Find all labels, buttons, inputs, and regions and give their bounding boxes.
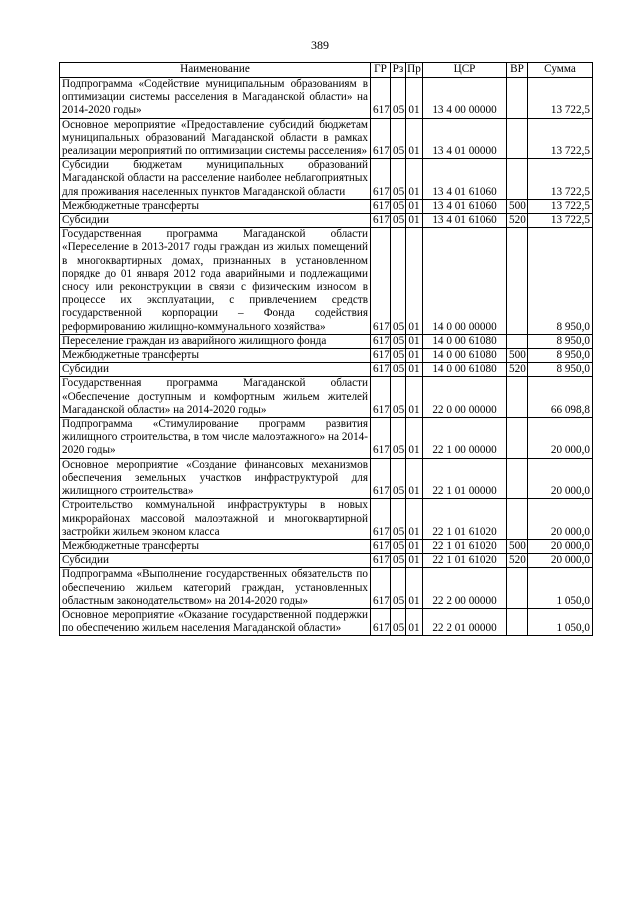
cell-vr: 520 <box>507 554 528 568</box>
cell-gr: 617 <box>371 214 391 228</box>
table-row <box>60 608 593 635</box>
cell-name: Подпрограмма «Стимулирование программ развития жилищного строительства, в том числе малоэтажного» на 2014-2020 годы» <box>60 418 371 459</box>
cell-pr: 01 <box>406 334 423 348</box>
cell-pr: 01 <box>406 159 423 200</box>
cell-sum: 20 000,0 <box>528 539 593 553</box>
cell-name: Межбюджетные трансферты <box>60 199 371 213</box>
cell-csr: 22 2 01 00000 <box>423 608 507 635</box>
cell-gr: 617 <box>371 539 391 553</box>
cell-pr: 01 <box>406 568 423 609</box>
cell-csr: 22 1 01 61020 <box>423 554 507 568</box>
cell-gr: 617 <box>371 363 391 377</box>
cell-pr: 01 <box>406 118 423 159</box>
cell-csr: 13 4 01 61060 <box>423 214 507 228</box>
table-row <box>60 363 593 377</box>
cell-csr: 13 4 01 61060 <box>423 199 507 213</box>
cell-vr: 500 <box>507 539 528 553</box>
table-row <box>60 199 593 213</box>
cell-pr: 01 <box>406 458 423 499</box>
budget-table <box>59 62 593 636</box>
cell-pr: 01 <box>406 214 423 228</box>
cell-name: Подпрограмма «Содействие муниципальным образованиям в оптимизации системы расселения в Магаданской области» на 2014-2020 годы» <box>60 78 371 119</box>
cell-sum: 20 000,0 <box>528 554 593 568</box>
cell-vr <box>507 418 528 459</box>
cell-gr: 617 <box>371 418 391 459</box>
cell-vr <box>507 118 528 159</box>
header-csr: ЦСР <box>423 63 507 78</box>
cell-vr <box>507 377 528 418</box>
cell-csr: 22 1 01 61020 <box>423 539 507 553</box>
cell-vr <box>507 334 528 348</box>
cell-sum: 20 000,0 <box>528 418 593 459</box>
table-row <box>60 349 593 363</box>
cell-rz: 05 <box>391 118 406 159</box>
cell-name: Межбюджетные трансферты <box>60 349 371 363</box>
table-body <box>60 78 593 636</box>
table-row <box>60 499 593 540</box>
cell-pr: 01 <box>406 228 423 335</box>
cell-csr: 22 1 00 00000 <box>423 418 507 459</box>
cell-rz: 05 <box>391 568 406 609</box>
cell-sum: 20 000,0 <box>528 499 593 540</box>
cell-name: Межбюджетные трансферты <box>60 539 371 553</box>
cell-name: Основное мероприятие «Создание финансовых механизмов обеспечения земельных участков инфраструктурой для жилищного строительства» <box>60 458 371 499</box>
cell-pr: 01 <box>406 499 423 540</box>
cell-name: Основное мероприятие «Предоставление субсидий бюджетам муниципальных образований Магаданской области в рамках реализации мероприятий по оптимизации системы расселения» <box>60 118 371 159</box>
header-pr: Пр <box>406 63 423 78</box>
cell-name: Подпрограмма «Выполнение государственных обязательств по обеспечению жильем категорий граждан, установленных областным законодательством» на 2014-2020 годы» <box>60 568 371 609</box>
cell-rz: 05 <box>391 458 406 499</box>
cell-vr <box>507 228 528 335</box>
cell-rz: 05 <box>391 214 406 228</box>
table-row <box>60 214 593 228</box>
cell-sum: 8 950,0 <box>528 334 593 348</box>
cell-sum: 13 722,5 <box>528 118 593 159</box>
table-row <box>60 568 593 609</box>
cell-gr: 617 <box>371 78 391 119</box>
cell-vr <box>507 78 528 119</box>
cell-gr: 617 <box>371 499 391 540</box>
cell-csr: 14 0 00 00000 <box>423 228 507 335</box>
cell-pr: 01 <box>406 608 423 635</box>
cell-gr: 617 <box>371 608 391 635</box>
cell-pr: 01 <box>406 349 423 363</box>
cell-name: Переселение граждан из аварийного жилищного фонда <box>60 334 371 348</box>
cell-pr: 01 <box>406 199 423 213</box>
page-number: 389 <box>311 38 329 52</box>
cell-csr: 14 0 00 61080 <box>423 363 507 377</box>
cell-rz: 05 <box>391 499 406 540</box>
cell-sum: 8 950,0 <box>528 349 593 363</box>
cell-vr <box>507 458 528 499</box>
cell-rz: 05 <box>391 334 406 348</box>
cell-csr: 22 2 00 00000 <box>423 568 507 609</box>
table-row <box>60 377 593 418</box>
cell-vr: 520 <box>507 214 528 228</box>
cell-csr: 13 4 00 00000 <box>423 78 507 119</box>
cell-rz: 05 <box>391 159 406 200</box>
cell-csr: 22 1 01 61020 <box>423 499 507 540</box>
cell-csr: 22 0 00 00000 <box>423 377 507 418</box>
cell-gr: 617 <box>371 159 391 200</box>
cell-rz: 05 <box>391 349 406 363</box>
cell-sum: 13 722,5 <box>528 199 593 213</box>
cell-csr: 13 4 01 61060 <box>423 159 507 200</box>
cell-gr: 617 <box>371 458 391 499</box>
cell-vr <box>507 608 528 635</box>
cell-name: Субсидии <box>60 214 371 228</box>
cell-gr: 617 <box>371 334 391 348</box>
cell-rz: 05 <box>391 608 406 635</box>
cell-gr: 617 <box>371 228 391 335</box>
cell-csr: 22 1 01 00000 <box>423 458 507 499</box>
cell-csr: 14 0 00 61080 <box>423 334 507 348</box>
cell-sum: 66 098,8 <box>528 377 593 418</box>
cell-rz: 05 <box>391 78 406 119</box>
cell-rz: 05 <box>391 228 406 335</box>
cell-rz: 05 <box>391 377 406 418</box>
cell-pr: 01 <box>406 418 423 459</box>
cell-vr: 500 <box>507 199 528 213</box>
cell-sum: 13 722,5 <box>528 214 593 228</box>
cell-rz: 05 <box>391 363 406 377</box>
cell-vr <box>507 568 528 609</box>
cell-rz: 05 <box>391 418 406 459</box>
cell-name: Субсидии бюджетам муниципальных образований Магаданской области на расселение наиболее неблагоприятных для проживания населенных пунктов Магаданской области <box>60 159 371 200</box>
cell-vr <box>507 499 528 540</box>
header-vr: ВР <box>507 63 528 78</box>
table-row <box>60 539 593 553</box>
table-row <box>60 159 593 200</box>
cell-sum: 1 050,0 <box>528 608 593 635</box>
table-header-row <box>60 63 593 78</box>
cell-pr: 01 <box>406 377 423 418</box>
cell-sum: 13 722,5 <box>528 159 593 200</box>
cell-sum: 1 050,0 <box>528 568 593 609</box>
table-row <box>60 418 593 459</box>
cell-name: Субсидии <box>60 363 371 377</box>
cell-gr: 617 <box>371 199 391 213</box>
cell-rz: 05 <box>391 539 406 553</box>
cell-gr: 617 <box>371 118 391 159</box>
cell-gr: 617 <box>371 568 391 609</box>
table-row <box>60 458 593 499</box>
header-rz: Рз <box>391 63 406 78</box>
table-row <box>60 334 593 348</box>
cell-csr: 14 0 00 61080 <box>423 349 507 363</box>
cell-sum: 20 000,0 <box>528 458 593 499</box>
cell-name: Государственная программа Магаданской области «Переселение в 2013-2017 годы граждан из жилых помещений в многоквартирных домах, признанных в установленном порядке до 01 января 2012 года аварийными и подлежащими сносу или реконструкции в связи с физическим износом в процессе их эксплуатации, с привлечением средств государственной корпорации – Фонда содействия реформированию жилищно-коммунального хозяйства» <box>60 228 371 335</box>
cell-gr: 617 <box>371 554 391 568</box>
cell-gr: 617 <box>371 377 391 418</box>
cell-csr: 13 4 01 00000 <box>423 118 507 159</box>
cell-sum: 13 722,5 <box>528 78 593 119</box>
cell-sum: 8 950,0 <box>528 363 593 377</box>
cell-sum: 8 950,0 <box>528 228 593 335</box>
table-row <box>60 554 593 568</box>
cell-pr: 01 <box>406 78 423 119</box>
header-sum: Сумма <box>528 63 593 78</box>
cell-pr: 01 <box>406 554 423 568</box>
cell-name: Основное мероприятие «Оказание государственной поддержки по обеспечению жильем населения Магаданской области» <box>60 608 371 635</box>
table-row <box>60 118 593 159</box>
cell-name: Строительство коммунальной инфраструктуры в новых микрорайонах массовой малоэтажной и многоквартирной застройки жильем эконом класса <box>60 499 371 540</box>
cell-name: Государственная программа Магаданской области «Обеспечение доступным и комфортным жильем жителей Магаданской области» на 2014-2020 годы» <box>60 377 371 418</box>
header-name: Наименование <box>60 63 371 78</box>
cell-rz: 05 <box>391 554 406 568</box>
table-row <box>60 228 593 335</box>
cell-pr: 01 <box>406 363 423 377</box>
cell-vr: 520 <box>507 363 528 377</box>
cell-pr: 01 <box>406 539 423 553</box>
cell-rz: 05 <box>391 199 406 213</box>
cell-vr <box>507 159 528 200</box>
cell-vr: 500 <box>507 349 528 363</box>
table-row <box>60 78 593 119</box>
header-gr: ГР <box>371 63 391 78</box>
cell-name: Субсидии <box>60 554 371 568</box>
cell-gr: 617 <box>371 349 391 363</box>
